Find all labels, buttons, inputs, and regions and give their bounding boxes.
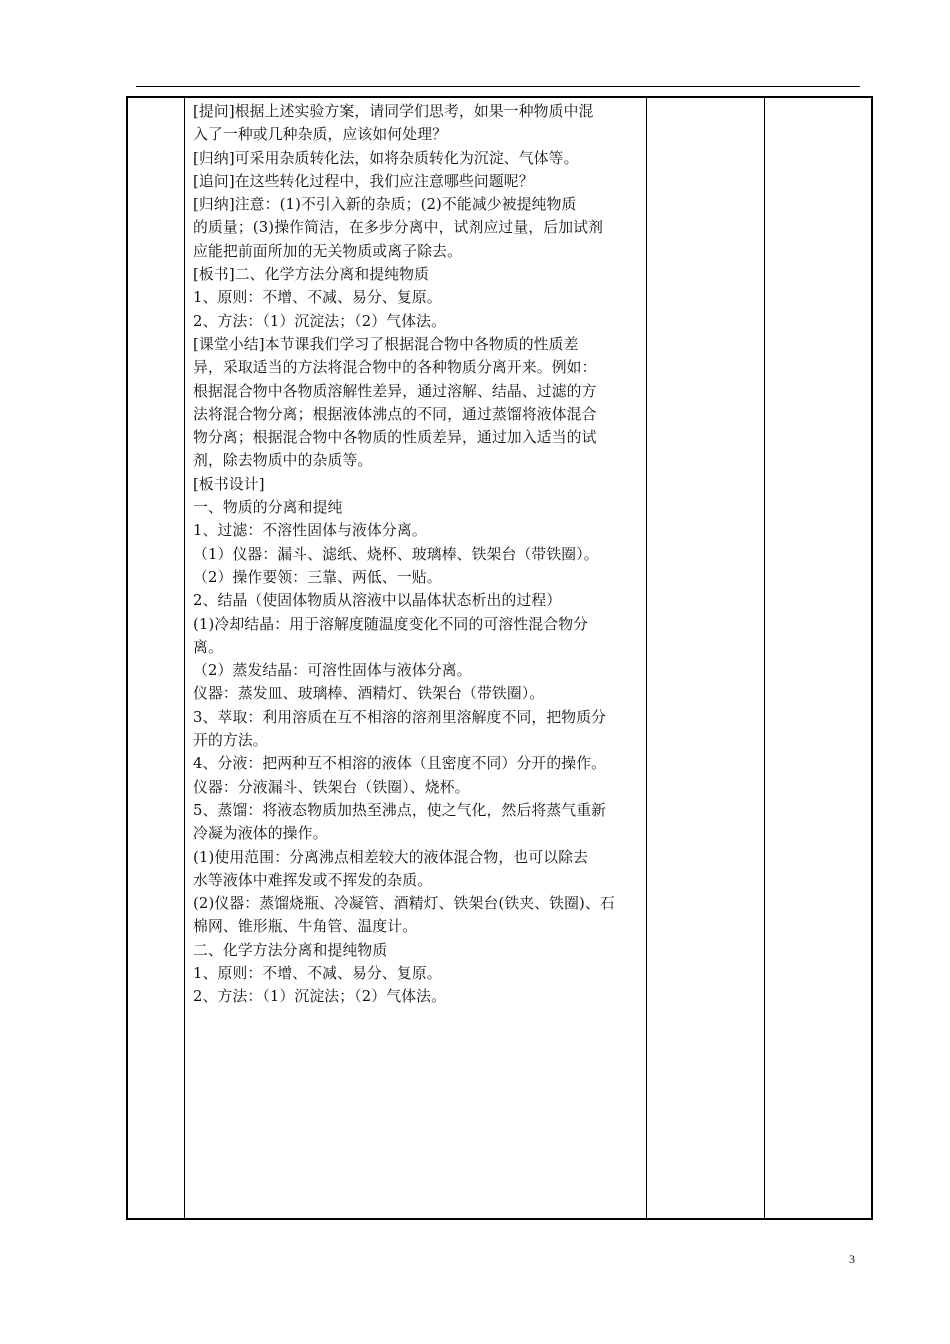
content-line: （2）蒸发结晶：可溶性固体与液体分离。 (193, 662, 472, 680)
content-line: [归纳]注意：(1)不引入新的杂质；(2)不能减少被提纯物质 (193, 196, 577, 214)
content-line: 2、方法：（1）沉淀法；（2）气体法。 (193, 988, 447, 1006)
content-line: 应能把前面所加的无关物质或离子除去。 (193, 242, 463, 260)
content-line: 4、分液：把两种互不相溶的液体（且密度不同）分开的操作。 (193, 755, 607, 773)
column-divider-1 (184, 98, 185, 1218)
content-line: 1、原则：不增、不减、易分、复原。 (193, 289, 442, 307)
content-line: 水等液体中难挥发或不挥发的杂质。 (193, 871, 433, 889)
content-line: 3、萃取：利用溶质在互不相溶的溶剂里溶解度不同，把物质分 (193, 708, 607, 726)
column-divider-3 (764, 98, 765, 1218)
content-line: [提问]根据上述实验方案，请同学们思考，如果一种物质中混 (193, 103, 594, 120)
content-line: 入了一种或几种杂质，应该如何处理？ (193, 126, 448, 144)
page-number: 3 (849, 1252, 855, 1266)
content-line: 2、结晶（使固体物质从溶液中以晶体状态析出的过程） (193, 592, 562, 610)
content-line: 仪器：蒸发皿、玻璃棒、酒精灯、铁架台（带铁圈）。 (193, 685, 545, 703)
content-line: 2、方法：（1）沉淀法；（2）气体法。 (193, 312, 447, 330)
content-line: 1、过滤：不溶性固体与液体分离。 (193, 522, 427, 540)
content-line: (1)使用范围：分离沸点相差较大的液体混合物，也可以除去 (193, 848, 589, 866)
content-line: 一、物质的分离和提纯 (193, 499, 343, 517)
content-line: 棉网、锥形瓶、牛角管、温度计。 (193, 918, 418, 936)
content-line: (1)冷却结晶：用于溶解度随温度变化不同的可溶性混合物分 (193, 615, 589, 633)
column-divider-2 (646, 98, 647, 1218)
content-line: 离。 (193, 638, 223, 656)
content-line: 根据混合物中各物质溶解性差异，通过溶解、结晶、过滤的方 (193, 382, 597, 400)
content-line: 剂，除去物质中的杂质等。 (193, 452, 373, 470)
content-line: [板书]二、化学方法分离和提纯物质 (193, 266, 430, 284)
content-line: [归纳]可采用杂质转化法，如将杂质转化为沉淀、气体等。 (193, 149, 579, 167)
content-line: （2）操作要领：三靠、两低、一贴。 (193, 568, 442, 586)
content-line: 二、化学方法分离和提纯物质 (193, 941, 388, 959)
content-line: 1、原则：不增、不减、易分、复原。 (193, 964, 442, 982)
content-line: 开的方法。 (193, 732, 268, 750)
content-line: 物分离；根据混合物中各物质的性质差异，通过加入适当的试 (193, 429, 597, 447)
content-line: 异，采取适当的方法将混合物中的各种物质分离开来。例如： (193, 359, 597, 377)
content-line: 仪器：分液漏斗、铁架台（铁圈）、烧杯。 (193, 778, 470, 796)
content-line: (2)仪器：蒸馏烧瓶、冷凝管、酒精灯、铁架台(铁夹、铁圈)、石 (193, 895, 615, 913)
content-line: 冷凝为液体的操作。 (193, 825, 328, 843)
header-rule (136, 86, 860, 87)
content-line: （1）仪器：漏斗、滤纸、烧杯、玻璃棒、铁架台（带铁圈）。 (193, 545, 599, 563)
content-line: [课堂小结]本节课我们学习了根据混合物中各物质的性质差 (193, 335, 579, 353)
content-line: [追问]在这些转化过程中，我们应注意哪些问题呢？ (193, 172, 534, 190)
content-line: [板书设计] (193, 475, 265, 493)
teaching-content (193, 100, 643, 1009)
content-line: 5、蒸馏：将液态物质加热至沸点，使之气化，然后将蒸气重新 (193, 801, 607, 819)
content-line: 法将混合物分离；根据液体沸点的不同，通过蒸馏将液体混合 (193, 405, 597, 423)
content-line: 的质量；(3)操作简洁，在多步分离中，试剂应过量，后加试剂 (193, 219, 604, 237)
